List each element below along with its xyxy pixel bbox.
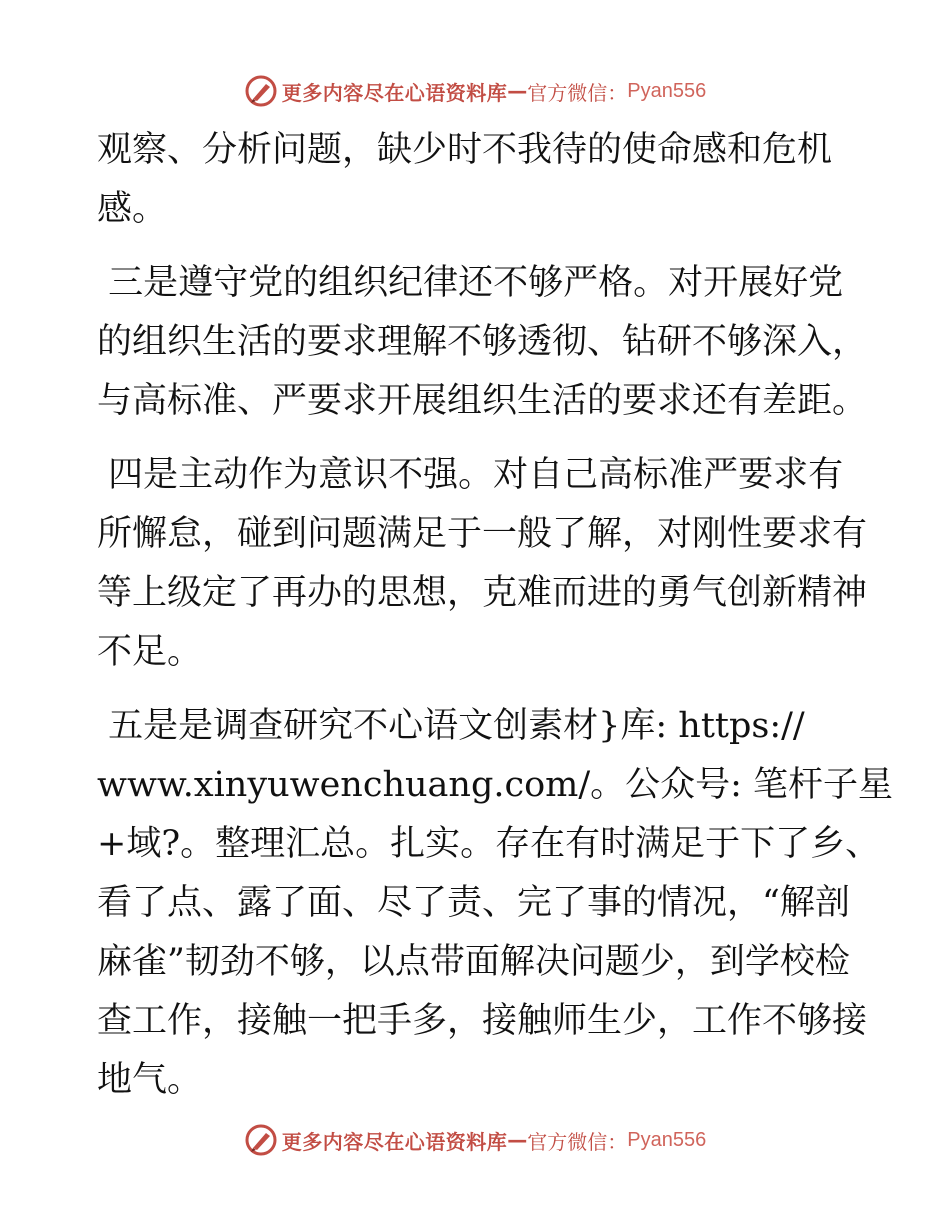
banner-separator: —	[507, 79, 528, 103]
text-line: 不足。	[97, 632, 203, 672]
footer-banner	[0, 1120, 950, 1160]
text-line: 查工作，接触一把手多，接触师生少，工作不够接	[97, 1001, 868, 1041]
banner-wechat-label: 官方微信：	[527, 1129, 628, 1154]
paragraph	[97, 121, 857, 239]
text-line: 观察、分析问题，缺少时不我待的使命感和危机	[97, 130, 833, 170]
text-line: 感。	[97, 189, 168, 229]
banner-wechat-id: Pyan556	[627, 79, 707, 102]
paragraph	[97, 697, 894, 1110]
paragraph	[97, 446, 868, 682]
text-line: 麻雀”韧劲不够，以点带面解决问题少，到学校检	[97, 942, 850, 982]
text-line: 三是遵守党的组织纪律还不够严格。对开展好党	[97, 263, 844, 303]
text-line: +域?。整理汇总。扎实。存在有时满足于下了乡、	[97, 824, 881, 864]
pen-logo-icon	[244, 1123, 278, 1157]
text-line: 地气。	[97, 1060, 203, 1100]
banner-title: 更多内容尽在心语资料库	[281, 80, 508, 105]
text-line: 所懈怠，碰到问题满足于一般了解，对刚性要求有	[97, 514, 868, 554]
text-line: 看了点、露了面、尽了责、完了事的情况，“解剖	[97, 883, 850, 923]
pen-logo-icon	[244, 74, 278, 108]
text-line: 四是主动作为意识不强。对自己高标准严要求有	[97, 455, 844, 495]
text-line: 等上级定了再办的思想，克难而进的勇气创新精神	[97, 573, 868, 613]
text-line: 五是是调查研究不心语文创素材}库: https://	[97, 706, 805, 746]
banner-title: 更多内容尽在心语资料库	[281, 1129, 508, 1154]
paragraph	[97, 254, 868, 431]
banner-separator: —	[507, 1128, 528, 1152]
text-line: www.xinyuwenchuang.com/。公众号: 笔杆子星	[97, 765, 894, 805]
banner-wechat-label: 官方微信：	[527, 80, 628, 105]
text-line: 的组织生活的要求理解不够透彻、钻研不够深入，	[97, 322, 868, 362]
document-body	[97, 121, 894, 1110]
text-line: 与高标准、严要求开展组织生活的要求还有差距。	[97, 381, 868, 421]
banner-wechat-id: Pyan556	[627, 1128, 707, 1151]
header-banner	[0, 71, 950, 111]
